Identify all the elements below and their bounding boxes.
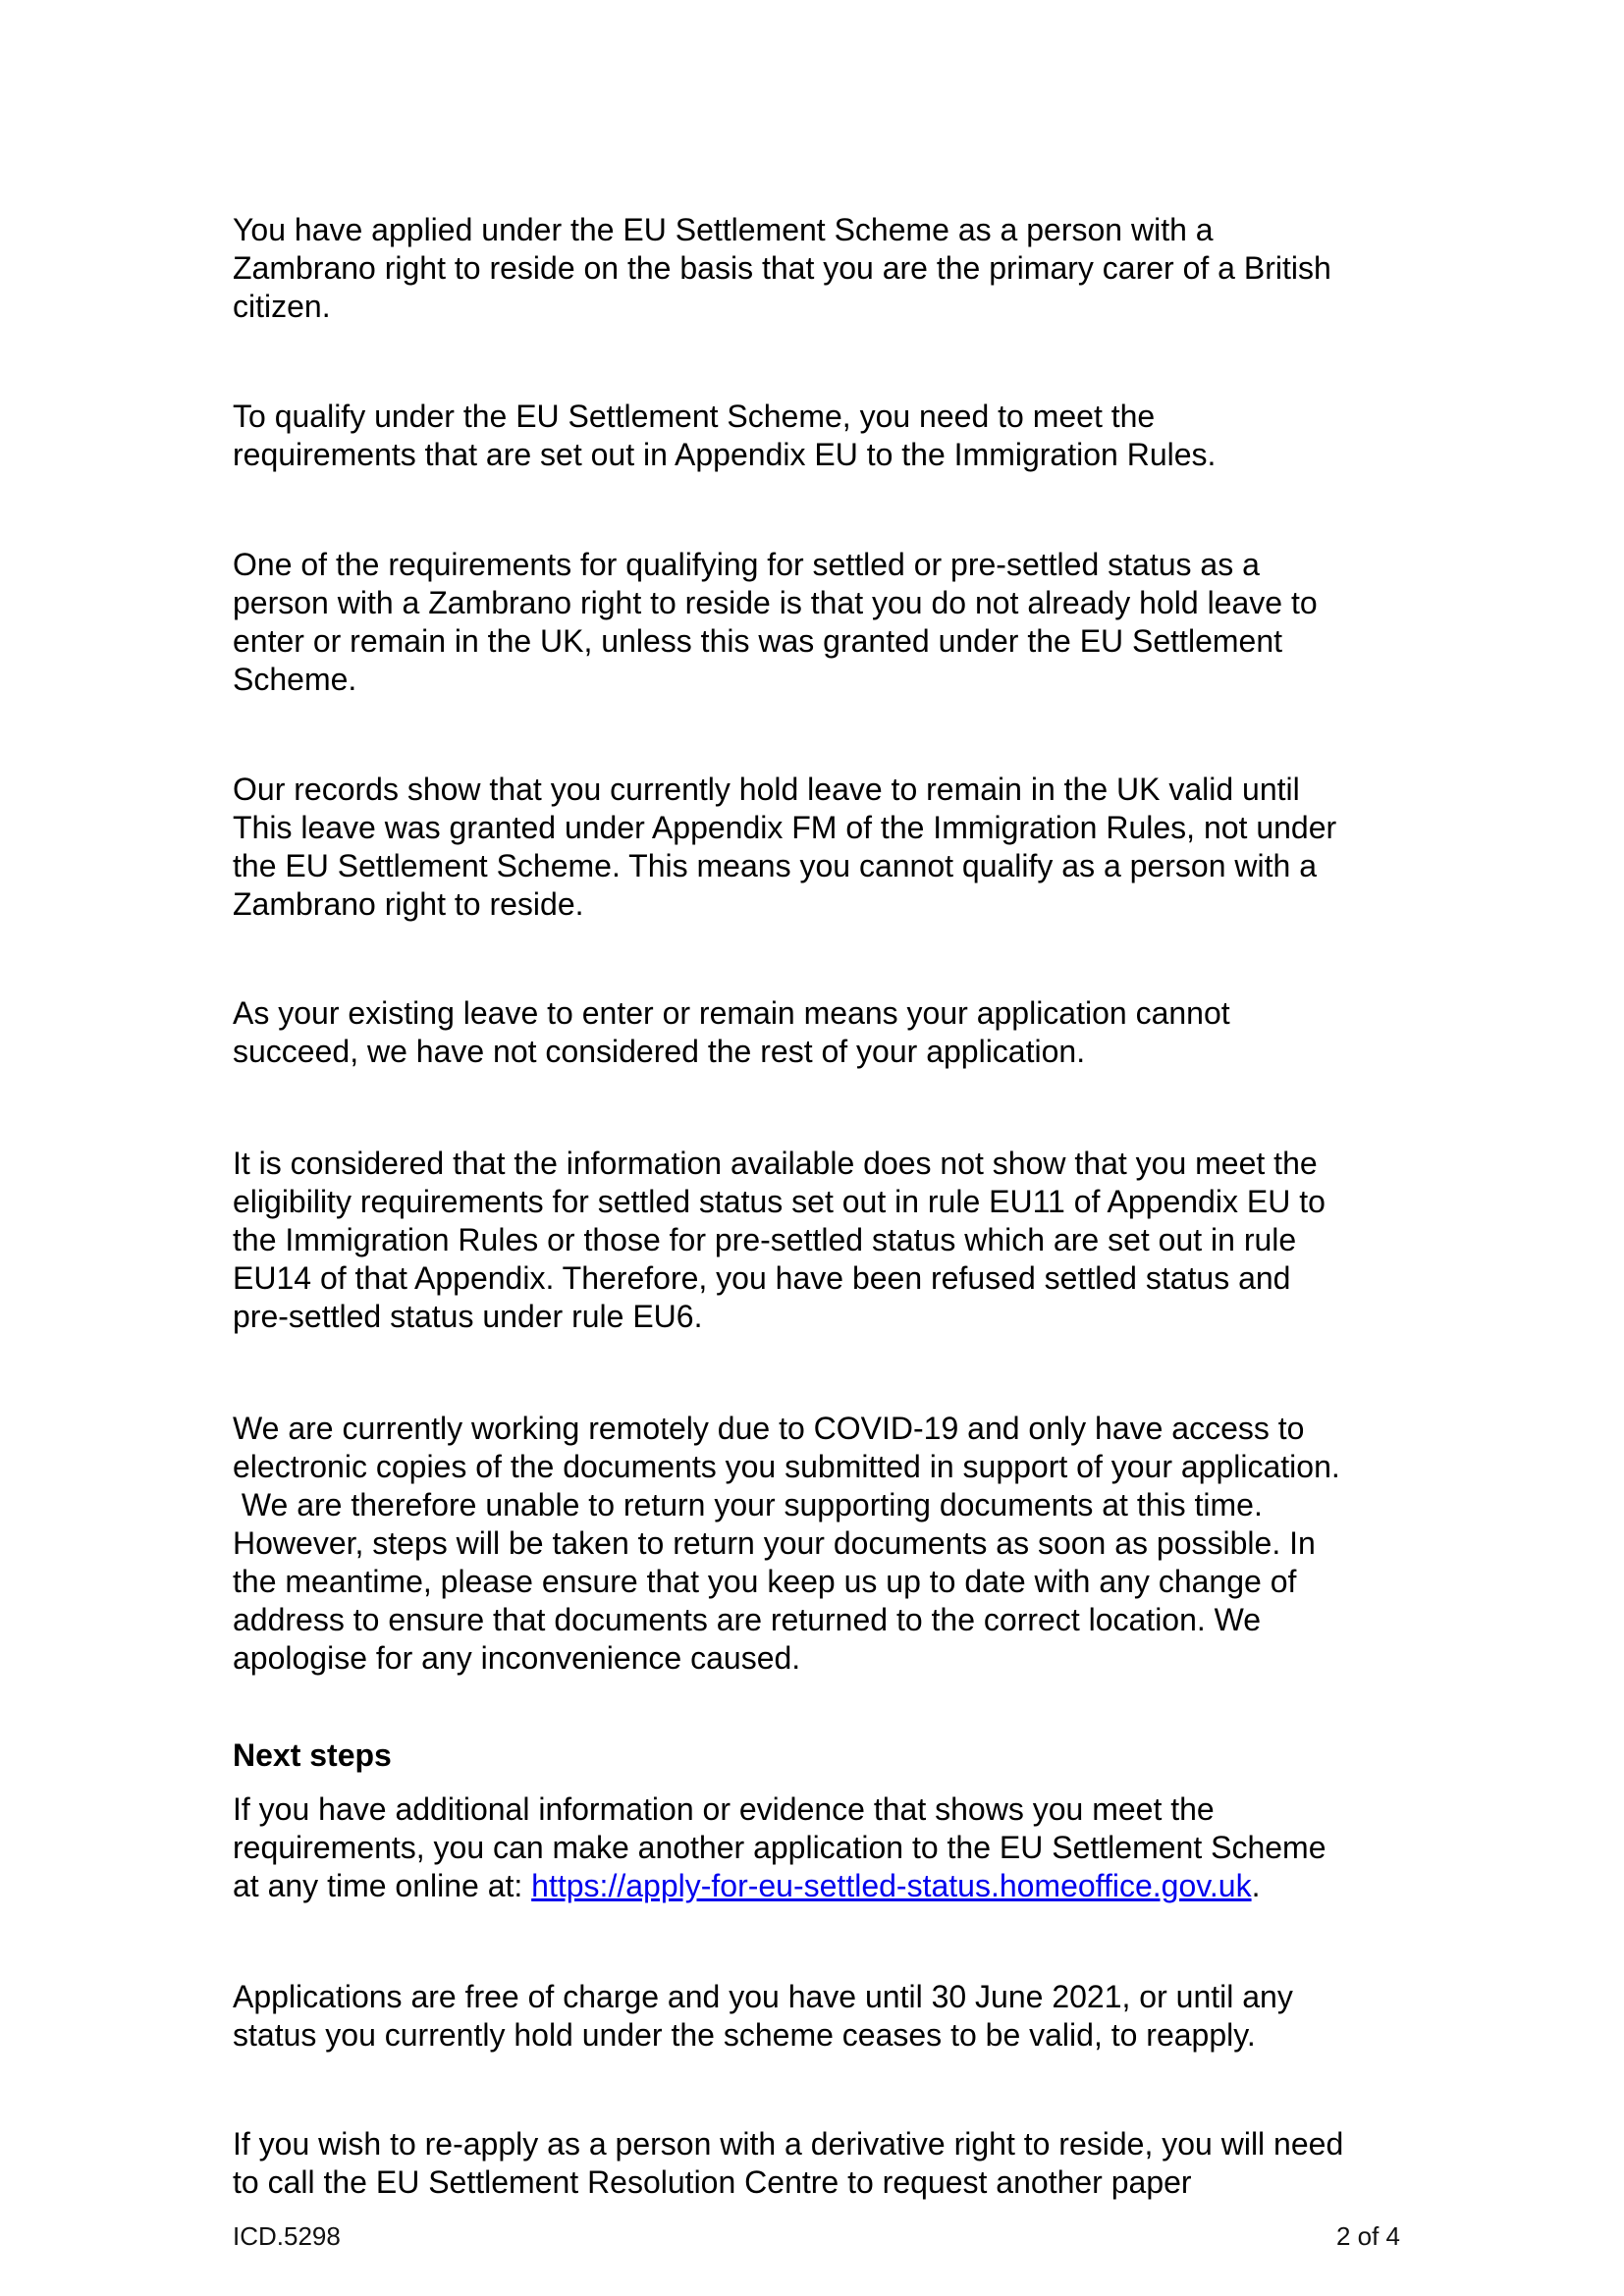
text-line: the Immigration Rules or those for pre-settled status which are set out in rule — [233, 1222, 1297, 1257]
next-steps-heading: Next steps — [233, 1737, 392, 1773]
paragraph-requirements — [233, 546, 1318, 699]
link-suffix: . — [1251, 1868, 1261, 1903]
text-line: EU14 of that Appendix. Therefore, you have been refused settled status and — [233, 1260, 1291, 1296]
text-line — [233, 1867, 1326, 1905]
paragraph-records — [233, 771, 1336, 924]
text-line: However, steps will be taken to return your documents as soon as possible. In — [233, 1525, 1316, 1561]
text-line: If you have additional information or evidence that shows you meet the — [233, 1791, 1215, 1827]
text-line: Zambrano right to reside on the basis that you are the primary carer of a British — [233, 250, 1331, 286]
text-line: We are therefore unable to return your supporting documents at this time. — [233, 1487, 1263, 1522]
text-line: person with a Zambrano right to reside is that you do not already hold leave to — [233, 585, 1318, 620]
text-line: to call the EU Settlement Resolution Centre to request another paper — [233, 2164, 1192, 2200]
paragraph-derivative-right — [233, 2125, 1343, 2202]
paragraph-covid — [233, 1410, 1340, 1678]
text-line: We are currently working remotely due to COVID-19 and only have access to — [233, 1411, 1305, 1446]
text-line: It is considered that the information available does not show that you meet the — [233, 1146, 1318, 1181]
text-line: As your existing leave to enter or remain means your application cannot — [233, 995, 1230, 1031]
paragraph-reapply-online — [233, 1790, 1326, 1905]
text-line: requirements, you can make another application to the EU Settlement Scheme — [233, 1830, 1326, 1865]
text-line: eligibility requirements for settled status set out in rule EU11 of Appendix EU to — [233, 1184, 1326, 1219]
link-prefix: at any time online at: — [233, 1868, 532, 1903]
text-line: One of the requirements for qualifying for settled or pre-settled status as a — [233, 547, 1260, 582]
text-line: succeed, we have not considered the rest of your application. — [233, 1034, 1086, 1069]
paragraph-qualify — [233, 398, 1216, 474]
settled-status-link[interactable]: https://apply-for-eu-settled-status.homeoffice.gov.uk — [531, 1868, 1252, 1903]
text-line: Applications are free of charge and you have until 30 June 2021, or until any — [233, 1979, 1293, 2014]
text-line: citizen. — [233, 289, 331, 324]
footer-reference: ICD.5298 — [233, 2221, 341, 2251]
text-line: apologise for any inconvenience caused. — [233, 1640, 801, 1676]
text-line: the EU Settlement Scheme. This means you cannot qualify as a person with a — [233, 848, 1317, 883]
text-line: Scheme. — [233, 662, 357, 697]
text-line: Zambrano right to reside. — [233, 886, 584, 922]
text-line: To qualify under the EU Settlement Scheme, you need to meet the — [233, 399, 1156, 434]
text-line: requirements that are set out in Appendix EU to the Immigration Rules. — [233, 437, 1217, 472]
paragraph-existing-leave — [233, 994, 1230, 1071]
text-line: the meantime, please ensure that you keep us up to date with any change of — [233, 1564, 1297, 1599]
text-line: pre-settled status under rule EU6. — [233, 1299, 703, 1334]
text-line: enter or remain in the UK, unless this was granted under the EU Settlement — [233, 623, 1282, 659]
text-line: electronic copies of the documents you submitted in support of your application. — [233, 1449, 1340, 1484]
text-line: Our records show that you currently hold leave to remain in the UK valid until — [233, 772, 1300, 807]
text-line: address to ensure that documents are returned to the correct location. We — [233, 1602, 1262, 1637]
paragraph-application — [233, 211, 1331, 326]
paragraph-free-of-charge — [233, 1978, 1293, 2055]
text-line: status you currently hold under the scheme ceases to be valid, to reapply. — [233, 2017, 1256, 2053]
text-line: This leave was granted under Appendix FM of the Immigration Rules, not under — [233, 810, 1337, 845]
footer-page-number: 2 of 4 — [1335, 2221, 1400, 2251]
text-line: You have applied under the EU Settlement Scheme as a person with a — [233, 212, 1214, 247]
text-line: If you wish to re-apply as a person with a derivative right to reside, you will need — [233, 2126, 1344, 2162]
paragraph-decision — [233, 1145, 1326, 1336]
